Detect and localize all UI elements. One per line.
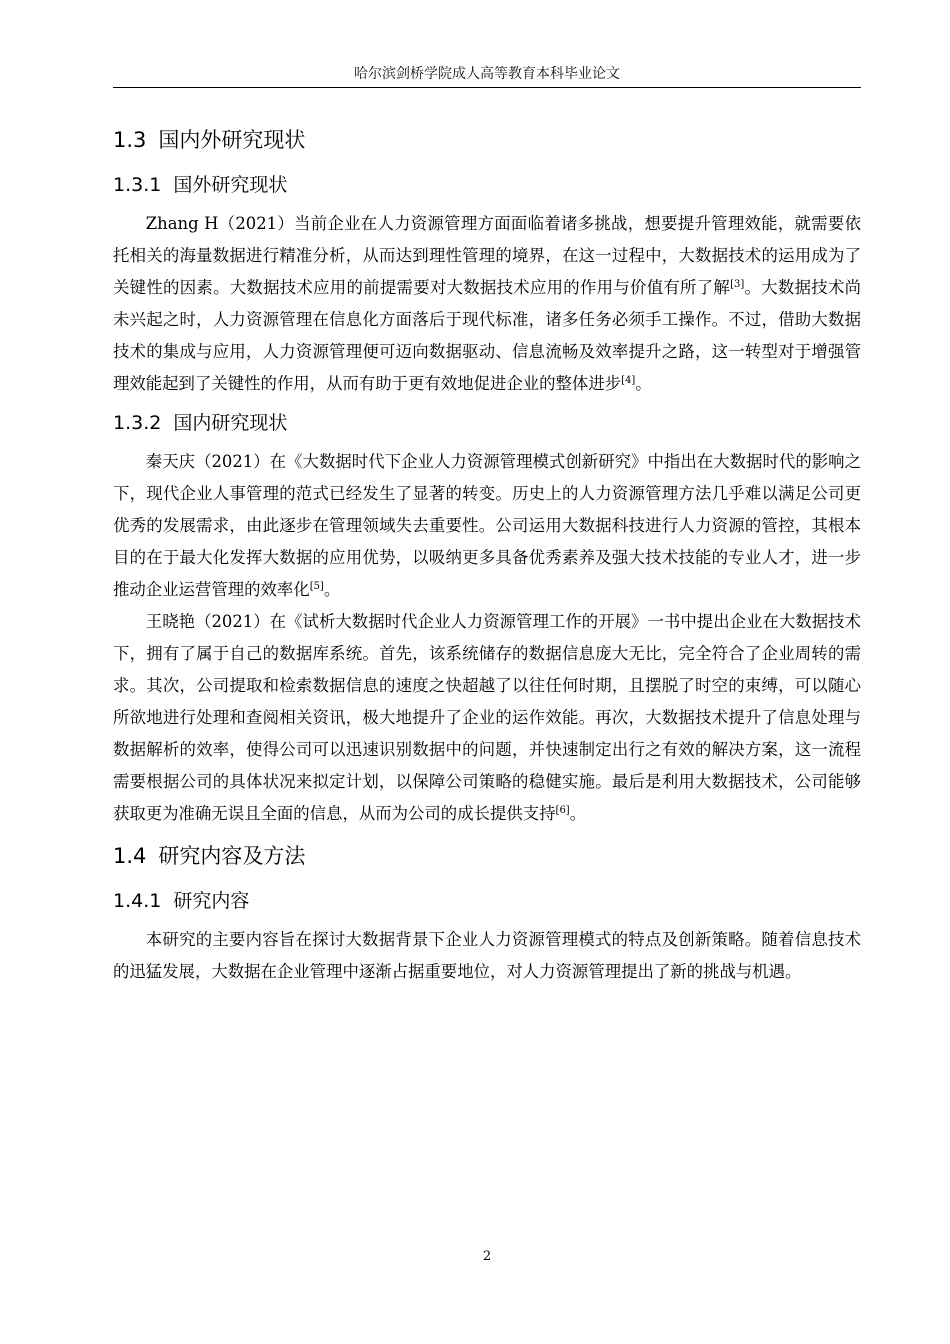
citation-ref: [5]	[309, 581, 324, 592]
heading-number: 1.3.1	[113, 174, 162, 196]
heading-number: 1.3.2	[113, 412, 162, 434]
heading-text: 国外研究现状	[173, 174, 288, 196]
header-rule	[113, 87, 861, 88]
paragraph-text: 。	[323, 580, 341, 599]
heading-1-4	[113, 834, 861, 878]
citation-ref: [3]	[730, 279, 745, 290]
heading-text: 国内外研究现状	[158, 128, 306, 152]
heading-text: 研究内容及方法	[158, 844, 306, 868]
paragraph-text: 本研究的主要内容旨在探讨大数据背景下企业人力资源管理模式的特点及创新策略。随着信息技术的迅猛发展，大数据在企业管理中逐渐占据重要地位，对人力资源管理提出了新的挑战与机遇。	[113, 930, 861, 981]
heading-1-3-2	[113, 400, 861, 446]
paragraph-domestic-research-2	[113, 606, 861, 830]
heading-number: 1.4	[113, 844, 147, 868]
paragraph-text: 王晓艳（2021）在《试析大数据时代企业人力资源管理工作的开展》一书中提出企业在大数据技术下，拥有了属于自己的数据库系统。首先，该系统储存的数据信息庞大无比，完全符合了企业周转的需求。其次，公司提取和检索数据信息的速度之快超越了以往任何时期，且摆脱了时空的束缚，可以随心所欲地进行处理和查阅相关资讯，极大地提升了企业的运作效能。再次，大数据技术提升了信息处理与数据解析的效率，使得公司可以迅速识别数据中的问题，并快速制定出行之有效的解决方案，这一流程需要根据公司的具体状况来拟定计划，以保障公司策略的稳健实施。最后是利用大数据技术，公司能够获取更为准确无误且全面的信息，从而为公司的成长提供支持	[113, 612, 861, 823]
heading-text: 国内研究现状	[173, 412, 288, 434]
paragraph-text: 。	[569, 804, 587, 823]
heading-1-4-1	[113, 878, 861, 924]
heading-1-3-1	[113, 162, 861, 208]
paragraph-text: 。大数据技术尚未兴起之时，人力资源管理在信息化方面落后于现代标准，诸多任务必须手工操作。不过，借助大数据技术的集成与应用，人力资源管理便可迈向数据驱动、信息流畅及效率提升之路，这一转型对于增强管理效能起到了关键性的作用，从而有助于更有效地促进企业的整体进步	[113, 278, 862, 393]
citation-ref: [6]	[555, 805, 570, 816]
paragraph-domestic-research-1	[113, 446, 861, 606]
heading-text: 研究内容	[173, 890, 250, 912]
paragraph-text: Zhang H（2021）当前企业在人力资源管理方面面临着诸多挑战，想要提升管理效能，就需要依托相关的海量数据进行精准分析，从而达到理性管理的境界，在这一过程中，大数据技术的运用成为了关键性的因素。大数据技术应用的前提需要对大数据技术应用的作用与价值有所了解	[113, 214, 861, 297]
page-number: 2	[482, 1249, 492, 1264]
heading-number: 1.4.1	[113, 890, 162, 912]
paragraph-research-content	[113, 924, 861, 988]
citation-ref: [4]	[621, 375, 636, 386]
heading-1-3	[113, 118, 861, 162]
heading-number: 1.3	[113, 128, 147, 152]
paragraph-text: 秦天庆（2021）在《大数据时代下企业人力资源管理模式创新研究》中指出在大数据时代的影响之下，现代企业人事管理的范式已经发生了显著的转变。历史上的人力资源管理方法几乎难以满足公司更优秀的发展需求，由此逐步在管理领域失去重要性。公司运用大数据科技进行人力资源的管控，其根本目的在于最大化发挥大数据的应用优势，以吸纳更多具备优秀素养及强大技术技能的专业人才，进一步推动企业运营管理的效率化	[113, 452, 861, 599]
paragraph-foreign-research	[113, 208, 861, 400]
paragraph-text: 。	[635, 374, 652, 393]
running-header: 哈尔滨剑桥学院成人高等教育本科毕业论文	[354, 66, 620, 82]
page-body	[113, 118, 861, 988]
